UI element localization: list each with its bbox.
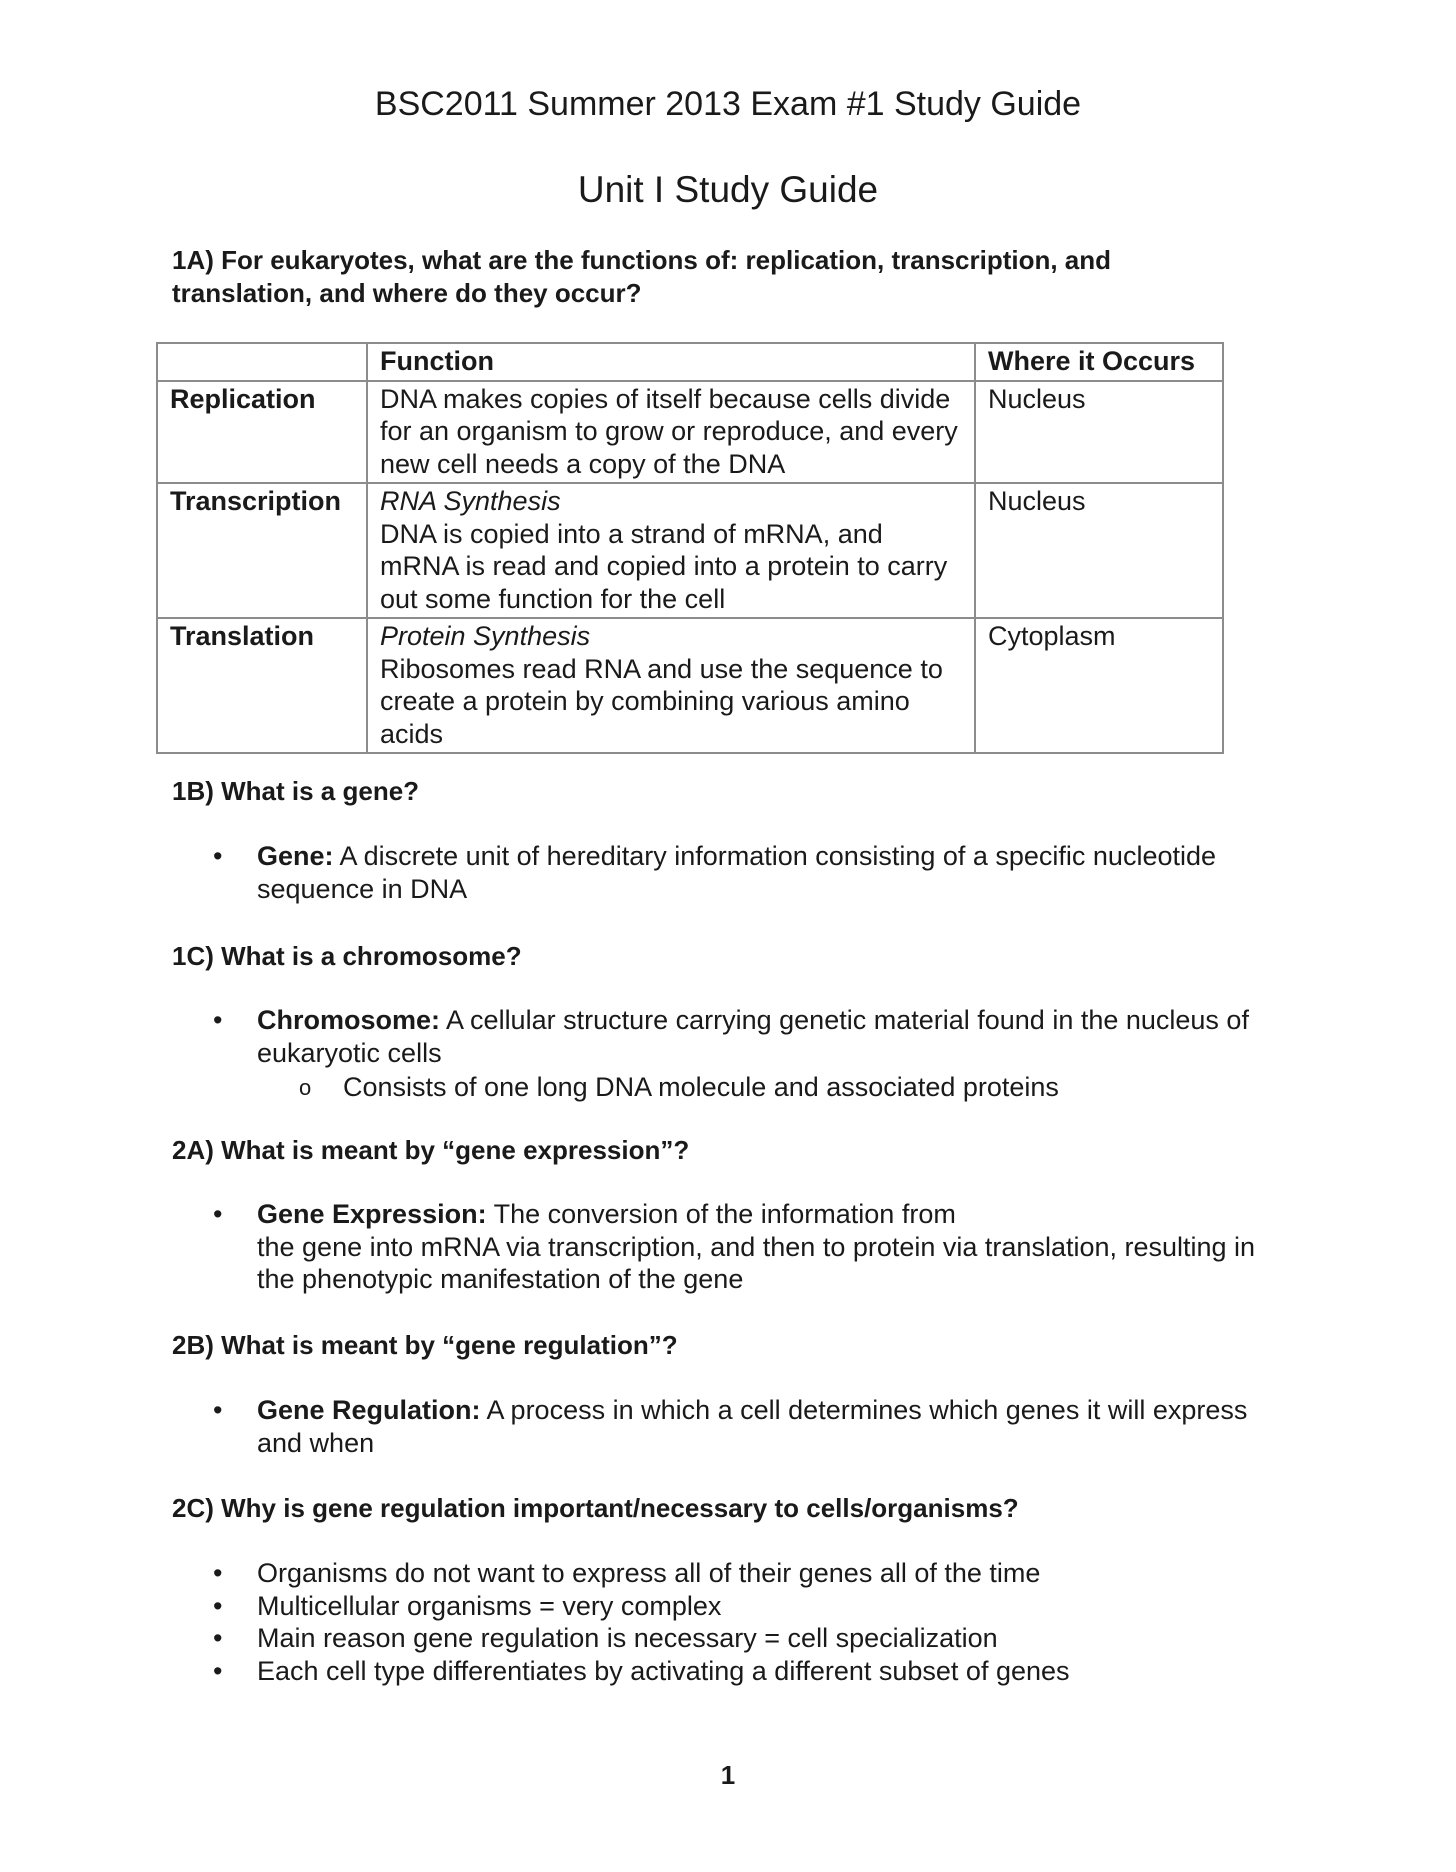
list-item-text: Main reason gene regulation is necessary = cell specialization	[257, 1623, 998, 1653]
list-item	[0, 1622, 1287, 1655]
processes-table	[156, 342, 1224, 754]
definition-term: Gene Regulation:	[257, 1395, 481, 1425]
question-2b: 2B) What is meant by “gene regulation”?	[172, 1330, 678, 1360]
bullet-icon: •	[213, 1558, 223, 1588]
list-item-text: Multicellular organisms = very complex	[257, 1590, 722, 1621]
bullet-icon: •	[213, 1395, 223, 1425]
process-function	[367, 483, 975, 618]
table-header-row	[157, 343, 1223, 381]
list-item	[0, 1198, 1287, 1296]
list-item-text: Each cell type differentiates by activating a different subset of genes	[257, 1655, 1070, 1686]
list-item	[0, 1004, 1287, 1104]
bullet-icon: •	[213, 1590, 223, 1621]
list-item	[0, 1655, 1287, 1688]
definition-term: Gene:	[257, 841, 334, 871]
definition-text: A discrete unit of hereditary information consisting of a specific nucleotide sequence in DNA	[257, 841, 1217, 904]
question-1a-line1: 1A) For eukaryotes, what are the functions of: replication, transcription, and	[172, 245, 1112, 275]
function-text: DNA is copied into a strand of mRNA, and mRNA is read and copied into a protein to carry out some function for the cell	[380, 518, 948, 614]
answer-2b-list	[0, 1394, 1287, 1459]
question-1a-line2: translation, and where do they occur?	[172, 278, 642, 308]
answer-2c-list	[0, 1557, 1287, 1687]
function-subtitle: Protein Synthesis	[380, 621, 591, 651]
list-item	[0, 1557, 1287, 1590]
question-2c: 2C) Why is gene regulation important/necessary to cells/organisms?	[172, 1493, 1019, 1523]
table-row	[157, 381, 1223, 484]
definition-text: A process in which a cell determines which genes it will express and when	[257, 1395, 1248, 1458]
function-subtitle: RNA Synthesis	[380, 486, 561, 516]
bullet-icon: •	[213, 1623, 223, 1653]
circle-bullet-icon: o	[299, 1075, 312, 1100]
unit-title: Unit I Study Guide	[577, 169, 879, 210]
question-1c: 1C) What is a chromosome?	[172, 941, 522, 971]
answer-1c-list	[0, 1004, 1287, 1104]
process-function	[367, 618, 975, 753]
page-number: 1	[720, 1760, 736, 1790]
sub-list-item	[257, 1071, 1243, 1104]
list-item	[0, 840, 1287, 905]
table-header-empty	[157, 343, 367, 381]
bullet-icon: •	[213, 841, 223, 871]
table-header-function: Function	[367, 343, 975, 381]
definition-text: A cellular structure carrying genetic material found in the nucleus of eukaryotic cells	[257, 1005, 1249, 1068]
process-name: Transcription	[157, 483, 367, 618]
process-name: Replication	[157, 381, 367, 484]
table-row	[157, 618, 1223, 753]
answer-1b-list	[0, 840, 1287, 905]
definition-term: Gene Expression:	[257, 1199, 487, 1229]
list-item-text: Organisms do not want to express all of their genes all of the time	[257, 1558, 1041, 1588]
table-row	[157, 483, 1223, 618]
process-location: Nucleus	[975, 483, 1223, 618]
document-title: BSC2011 Summer 2013 Exam #1 Study Guide	[374, 85, 1082, 123]
definition-text-continued: the gene into mRNA via transcription, and then to protein via translation, resulting in the phenotypic manifestation of the gene	[257, 1231, 1256, 1294]
process-name: Translation	[157, 618, 367, 753]
process-location: Nucleus	[975, 381, 1223, 484]
bullet-icon: •	[213, 1655, 223, 1686]
function-text: DNA makes copies of itself because cells divide for an organism to grow or reproduce, and every new cell needs a copy of the DNA	[380, 383, 958, 479]
sub-item-text: Consists of one long DNA molecule and associated proteins	[343, 1072, 1059, 1102]
process-function	[367, 381, 975, 484]
definition-text: The conversion of the information from	[486, 1199, 956, 1229]
question-2a: 2A) What is meant by “gene expression”?	[172, 1135, 690, 1165]
question-1b: 1B) What is a gene?	[172, 776, 420, 806]
bullet-icon: •	[213, 1005, 223, 1035]
list-item	[0, 1394, 1287, 1459]
answer-1c-sublist	[257, 1071, 1287, 1104]
table-header-location: Where it Occurs	[975, 343, 1223, 381]
question-1a	[172, 244, 1302, 310]
bullet-icon: •	[213, 1199, 223, 1229]
list-item	[0, 1590, 1287, 1623]
answer-2a-list	[0, 1198, 1287, 1296]
process-location: Cytoplasm	[975, 618, 1223, 753]
definition-term: Chromosome:	[257, 1005, 441, 1035]
function-text: Ribosomes read RNA and use the sequence to create a protein by combining various amino acids	[380, 653, 943, 749]
